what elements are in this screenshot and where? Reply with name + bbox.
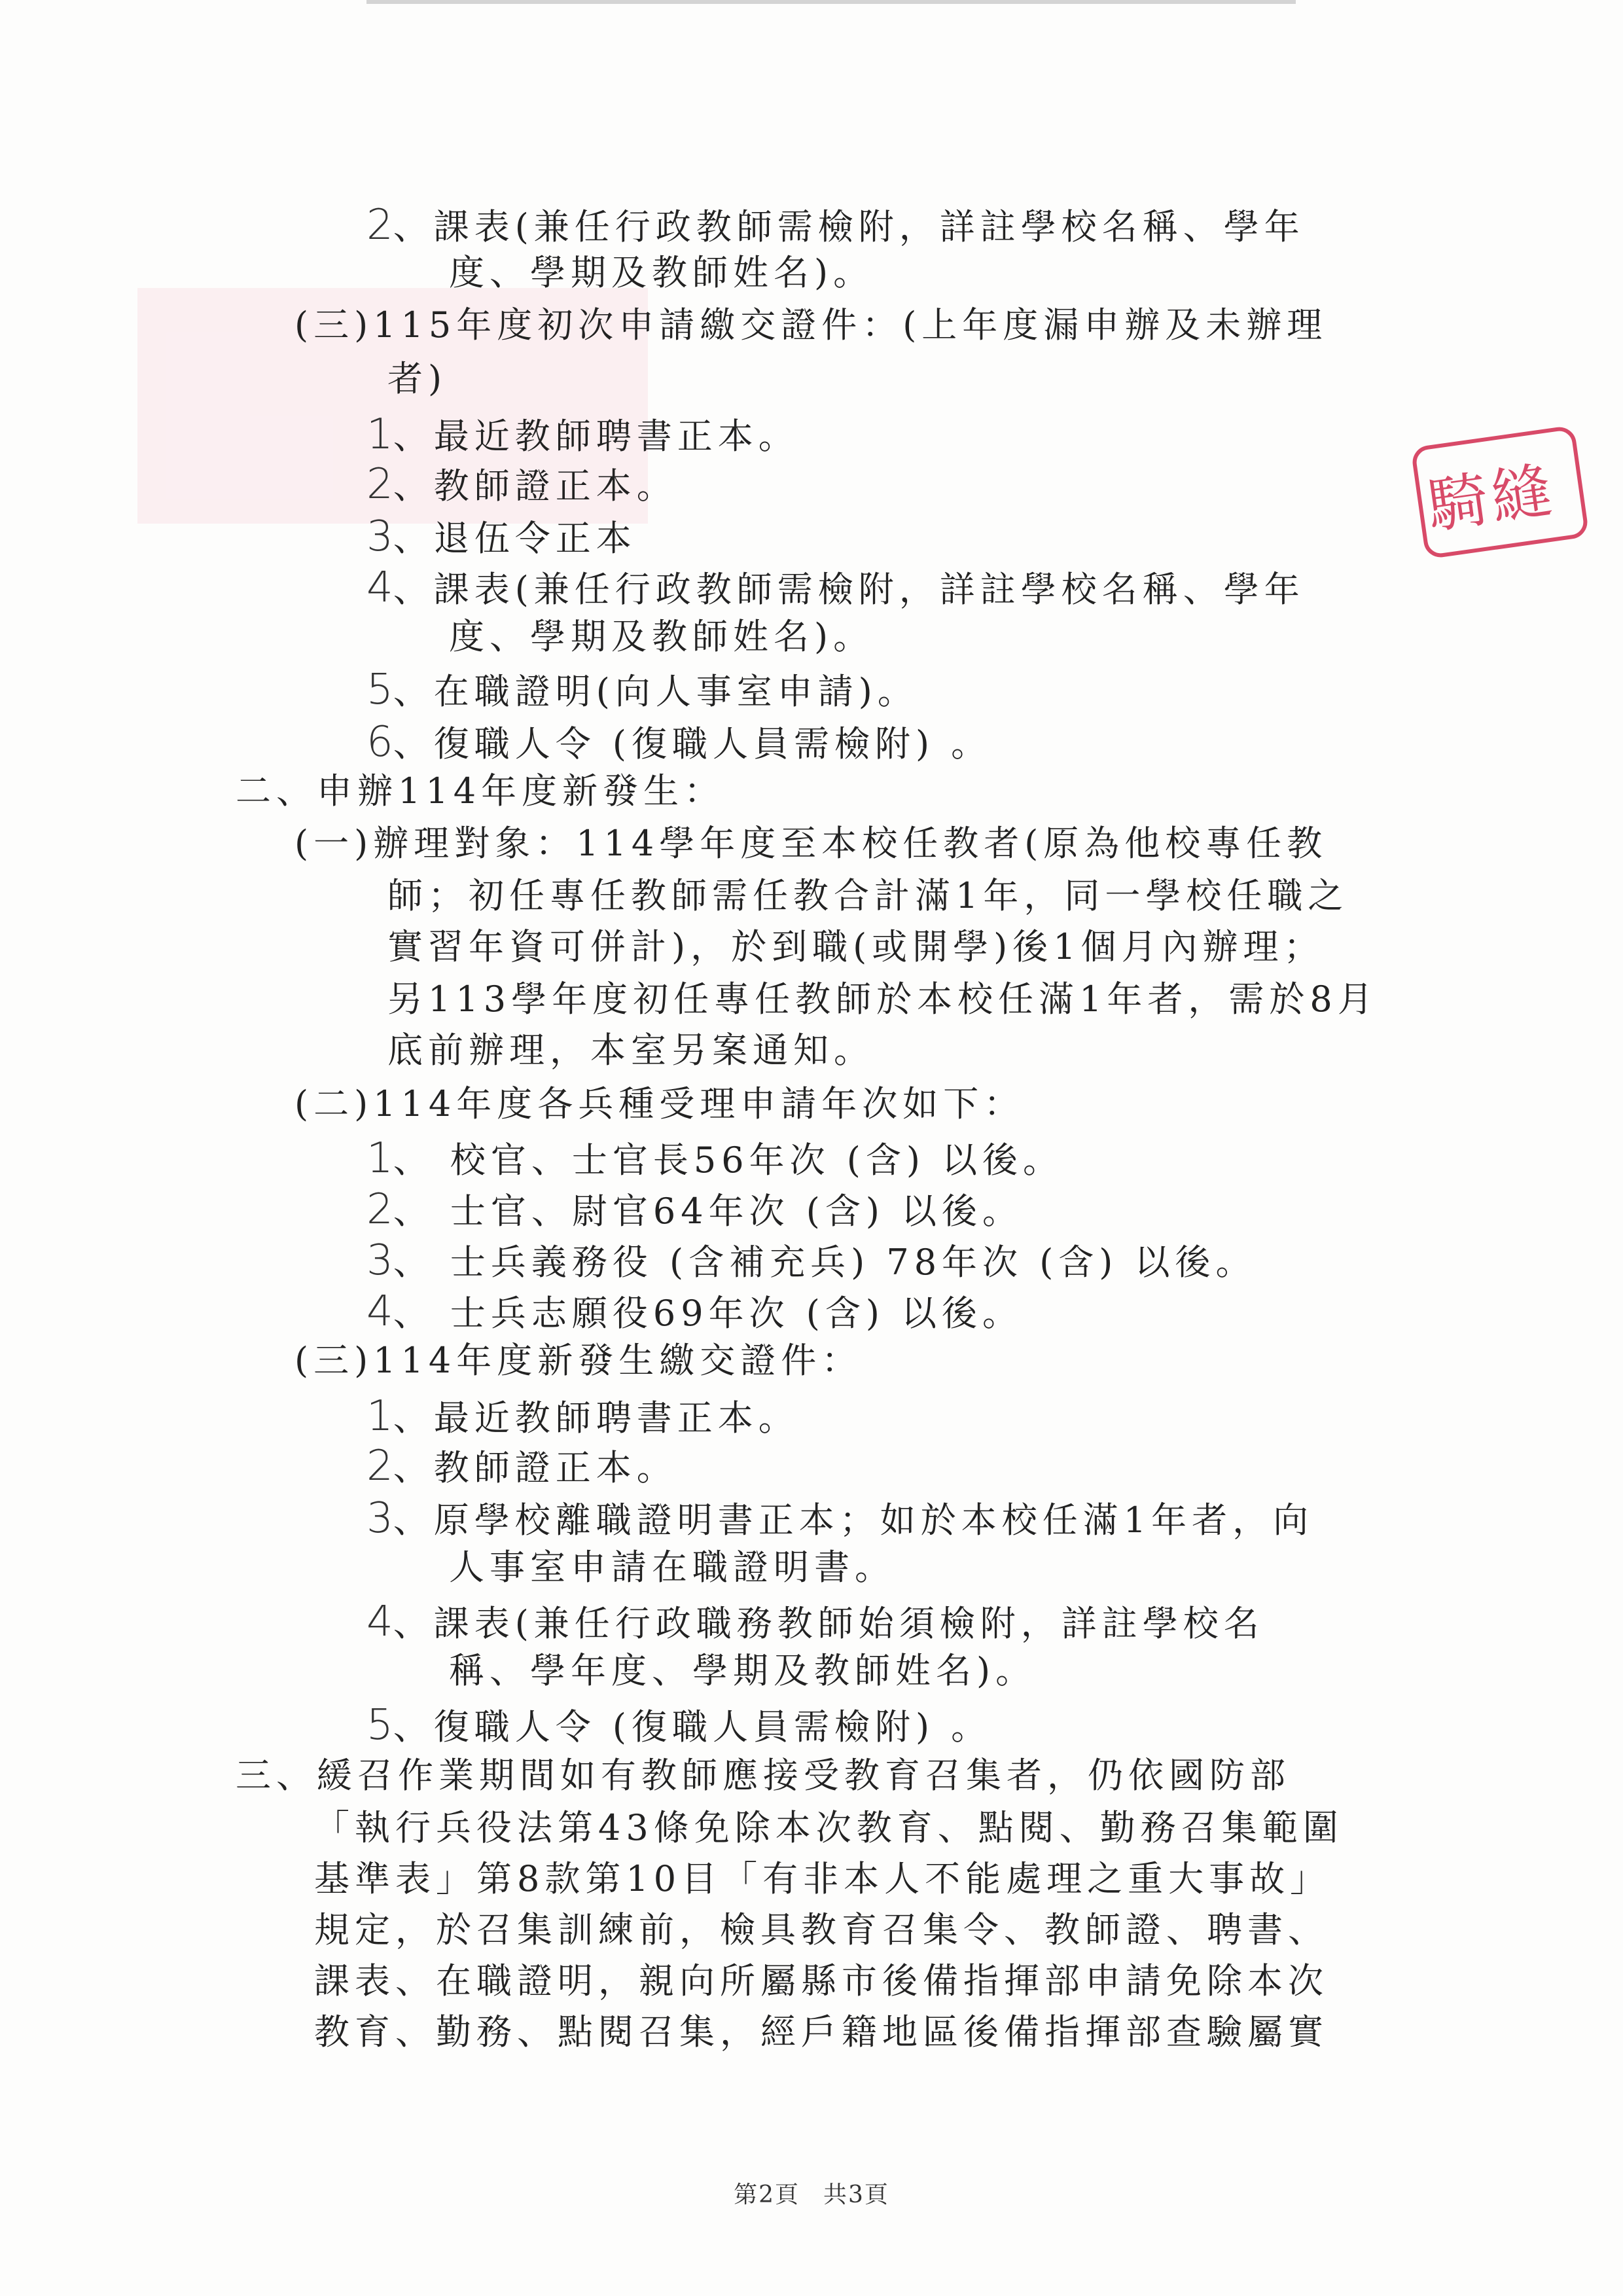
- text-line: (一)辦理對象：114學年度至本校任教者(原為他校專任教: [294, 823, 1328, 864]
- text-line: 1、 校官、士官長56年次 (含) 以後。: [366, 1134, 1064, 1183]
- text-line: 3、 士兵義務役 (含補充兵) 78年次 (含) 以後。: [366, 1236, 1257, 1285]
- text-line: 另113學年度初任專任教師於本校任滿1年者，需於8月: [387, 978, 1378, 1020]
- text-line: 人事室申請在職證明書。: [449, 1547, 895, 1588]
- text-line: 3、退伍令正本: [366, 512, 637, 561]
- section-heading: 三、緩召作業期間如有教師應接受教育召集者，仍依國防部: [236, 1755, 1291, 1796]
- seal-text: 騎縫: [1423, 454, 1560, 543]
- text-line: 3、原學校離職證明書正本；如於本校任滿1年者，向: [366, 1494, 1314, 1543]
- text-line: 基準表」第8款第10目「有非本人不能處理之重大事故」: [314, 1858, 1331, 1899]
- text-line: 5、復職人令 (復職人員需檢附) 。: [366, 1701, 992, 1749]
- text-line: 規定，於召集訓練前，檢具教育召集令、教師證、聘書、: [314, 1909, 1329, 1950]
- page-footer: [0, 2176, 1623, 2210]
- page-total: 共3頁: [823, 2181, 889, 2208]
- text-line: 師；初任專任教師需任教合計滿1年，同一學校任職之: [387, 875, 1349, 916]
- text-line: 1、最近教師聘書正本。: [366, 410, 799, 459]
- text-line: 底前辦理，本室另案通知。: [387, 1030, 874, 1071]
- text-line: 5、在職證明(向人事室申請)。: [366, 666, 918, 714]
- seam-seal-stamp: [1414, 432, 1560, 547]
- text-line: 1、最近教師聘書正本。: [366, 1392, 799, 1441]
- text-line: (三)114年度新發生繳交證件：: [294, 1340, 863, 1381]
- text-line: 度、學期及教師姓名)。: [449, 252, 874, 293]
- text-line: 4、 士兵志願役69年次 (含) 以後。: [366, 1287, 1024, 1336]
- text-line: 者): [387, 358, 448, 399]
- page-number: 第2頁: [734, 2181, 800, 2208]
- text-line: 2、課表(兼任行政教師需檢附，詳註學校名稱、學年: [366, 201, 1305, 249]
- text-line: 4、課表(兼任行政職務教師始須檢附，詳註學校名: [366, 1598, 1264, 1646]
- text-line: 「執行兵役法第43條免除本次教育、點閱、勤務召集範圍: [314, 1807, 1344, 1848]
- text-line: (二)114年度各兵種受理申請年次如下：: [294, 1083, 1025, 1124]
- text-line: 2、 士官、尉官64年次 (含) 以後。: [366, 1185, 1024, 1234]
- text-line: (三)115年度初次申請繳交證件：(上年度漏申辦及未辦理: [294, 304, 1328, 346]
- text-line: 教育、勤務、點閱召集，經戶籍地區後備指揮部查驗屬實: [314, 2011, 1329, 2053]
- text-line: 課表、在職證明，親向所屬縣市後備指揮部申請免除本次: [314, 1960, 1329, 2001]
- text-line: 度、學期及教師姓名)。: [449, 616, 874, 657]
- section-heading: 二、申辦114年度新發生：: [236, 770, 725, 812]
- text-line: 2、教師證正本。: [366, 460, 677, 509]
- text-line: 稱、學年度、學期及教師姓名)。: [449, 1650, 1037, 1691]
- text-line: 實習年資可併計)，於到職(或開學)後1個月內辦理；: [387, 926, 1325, 967]
- text-line: 2、教師證正本。: [366, 1442, 677, 1490]
- text-line: 4、課表(兼任行政教師需檢附，詳註學校名稱、學年: [366, 564, 1305, 612]
- scan-edge-line: [366, 0, 1296, 4]
- text-line: 6、復職人令 (復職人員需檢附) 。: [366, 718, 992, 766]
